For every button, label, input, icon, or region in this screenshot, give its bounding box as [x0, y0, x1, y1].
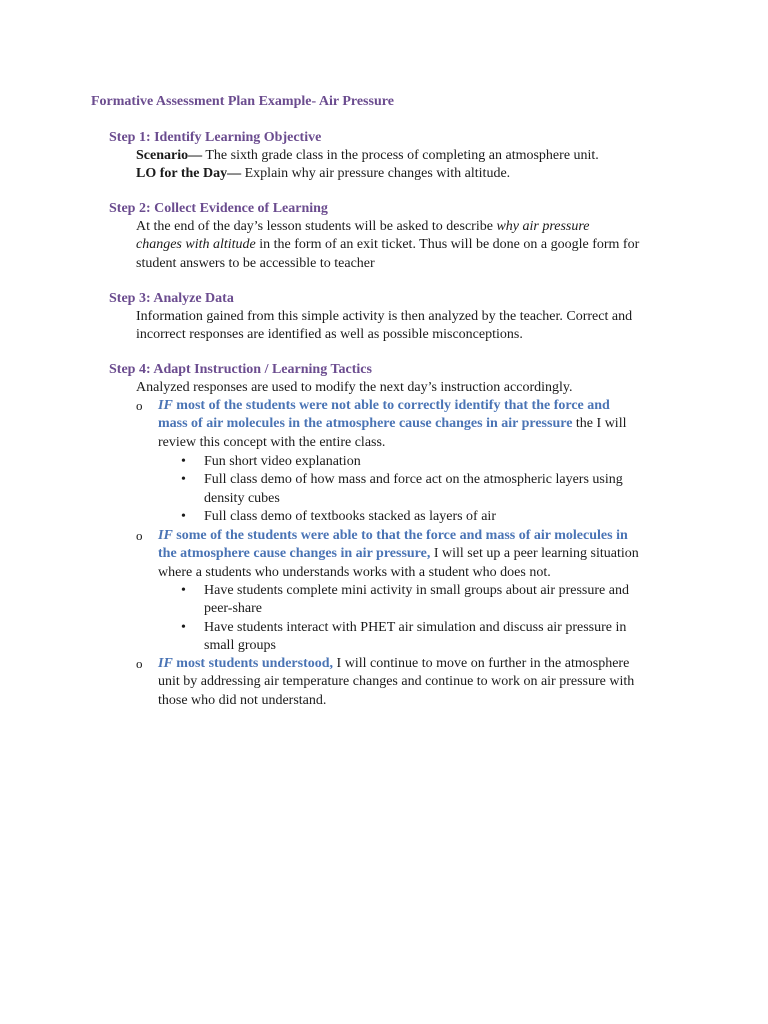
case2-line-2	[158, 545, 688, 563]
bullet-icon: •	[181, 583, 186, 598]
case1-if: IF	[158, 398, 173, 413]
step2-line-2	[136, 236, 696, 254]
case1-line-1	[158, 397, 688, 415]
case2-blue-2: the atmosphere cause changes in air pressure,	[158, 546, 431, 562]
case2-if: IF	[158, 528, 173, 543]
case2-text	[158, 527, 688, 582]
list-item	[181, 619, 681, 637]
list-marker: o	[136, 398, 143, 413]
list-item	[181, 582, 681, 600]
case1-line-3: review this concept with the entire class.	[158, 434, 386, 450]
case3-text	[158, 655, 688, 710]
bullet-text: small groups	[204, 637, 276, 653]
bullet-icon: •	[181, 619, 186, 635]
scenario-label: Scenario—	[136, 148, 203, 163]
step4-intro-text: Analyzed responses are used to modify the next day’s instruction accordingly.	[136, 380, 573, 395]
list-item	[181, 453, 681, 471]
bullet-text: Fun short video explanation	[204, 454, 361, 469]
step2-line-3: student answers to be accessible to teacher	[136, 255, 375, 271]
step3-line-2: incorrect responses are identified as well as possible misconceptions.	[136, 327, 523, 343]
bullet-text: Full class demo of textbooks stacked as layers of air	[204, 508, 496, 524]
case1-line-2	[158, 415, 688, 433]
case2-blue-1: some of the students were able to that the force and mass of air molecules in	[172, 528, 628, 543]
step2-emphasis-1: why air pressure	[496, 219, 590, 234]
step3-heading: Step 3: Analyze Data	[109, 291, 234, 306]
step1-body	[136, 147, 696, 184]
scenario-line	[136, 147, 696, 165]
lo-line	[136, 165, 696, 183]
bullet-text: peer-share	[204, 601, 263, 617]
list-item-continuation	[181, 490, 681, 508]
lo-text: Explain why air pressure changes with altitude.	[241, 166, 511, 182]
scenario-text: The sixth grade class in the process of completing an atmosphere unit.	[202, 148, 599, 163]
bullet-text: Have students interact with PHET air simulation and discuss air pressure in	[204, 619, 627, 635]
step4-intro	[136, 379, 696, 397]
case1-blue-1: most of the students were not able to correctly identify that the force and	[172, 398, 610, 413]
bullet-icon: •	[181, 508, 186, 524]
case1-plain-2: the I will	[572, 416, 627, 432]
step3-body	[136, 308, 696, 345]
case2-plain-2: I will set up a peer learning situation	[430, 546, 639, 562]
bullet-icon: •	[181, 454, 186, 469]
step2-text-a: At the end of the day’s lesson students will be asked to describe	[136, 219, 497, 234]
list-item-continuation	[181, 600, 681, 618]
case3-line-2: unit by addressing air temperature changes and continue to work on air pressure with	[158, 674, 635, 690]
step2-text-b: in the form of an exit ticket. Thus will be done on a google form for	[255, 237, 640, 253]
list-item	[181, 471, 681, 489]
case3-line-1	[158, 655, 688, 673]
step1-heading: Step 1: Identify Learning Objective	[109, 130, 322, 145]
case2-line-3: where a students who understands works with a student who does not.	[158, 564, 551, 580]
case2-line-1	[158, 527, 688, 545]
case3-if: IF	[158, 656, 173, 671]
list-marker: o	[136, 528, 143, 543]
document-title: Formative Assessment Plan Example- Air Pressure	[91, 94, 394, 109]
step2-heading: Step 2: Collect Evidence of Learning	[109, 201, 328, 216]
case1-bullets	[181, 453, 681, 526]
lo-label: LO for the Day—	[136, 166, 242, 182]
step2-body	[136, 218, 696, 273]
bullet-text: Have students complete mini activity in small groups about air pressure and	[204, 583, 629, 598]
case3-line-3: those who did not understand.	[158, 692, 327, 708]
case3-blue-1: most students understood,	[172, 656, 334, 671]
case3-plain-1: I will continue to move on further in the atmosphere	[333, 656, 630, 671]
list-marker: o	[136, 656, 143, 671]
bullet-text: Full class demo of how mass and force act on the atmospheric layers using	[204, 472, 623, 488]
bullet-icon: •	[181, 472, 186, 488]
case2-bullets	[181, 582, 681, 655]
step4-heading: Step 4: Adapt Instruction / Learning Tactics	[109, 362, 372, 377]
list-item	[181, 508, 681, 526]
step2-emphasis-2: changes with altitude	[136, 237, 256, 253]
list-item-continuation	[181, 637, 681, 655]
step3-line-1: Information gained from this simple activity is then analyzed by the teacher. Correct and	[136, 309, 633, 324]
case1-text	[158, 397, 688, 452]
bullet-text: density cubes	[204, 490, 280, 506]
case1-blue-2: mass of air molecules in the atmosphere cause changes in air pressure	[158, 416, 573, 432]
step2-line-1	[136, 218, 696, 236]
